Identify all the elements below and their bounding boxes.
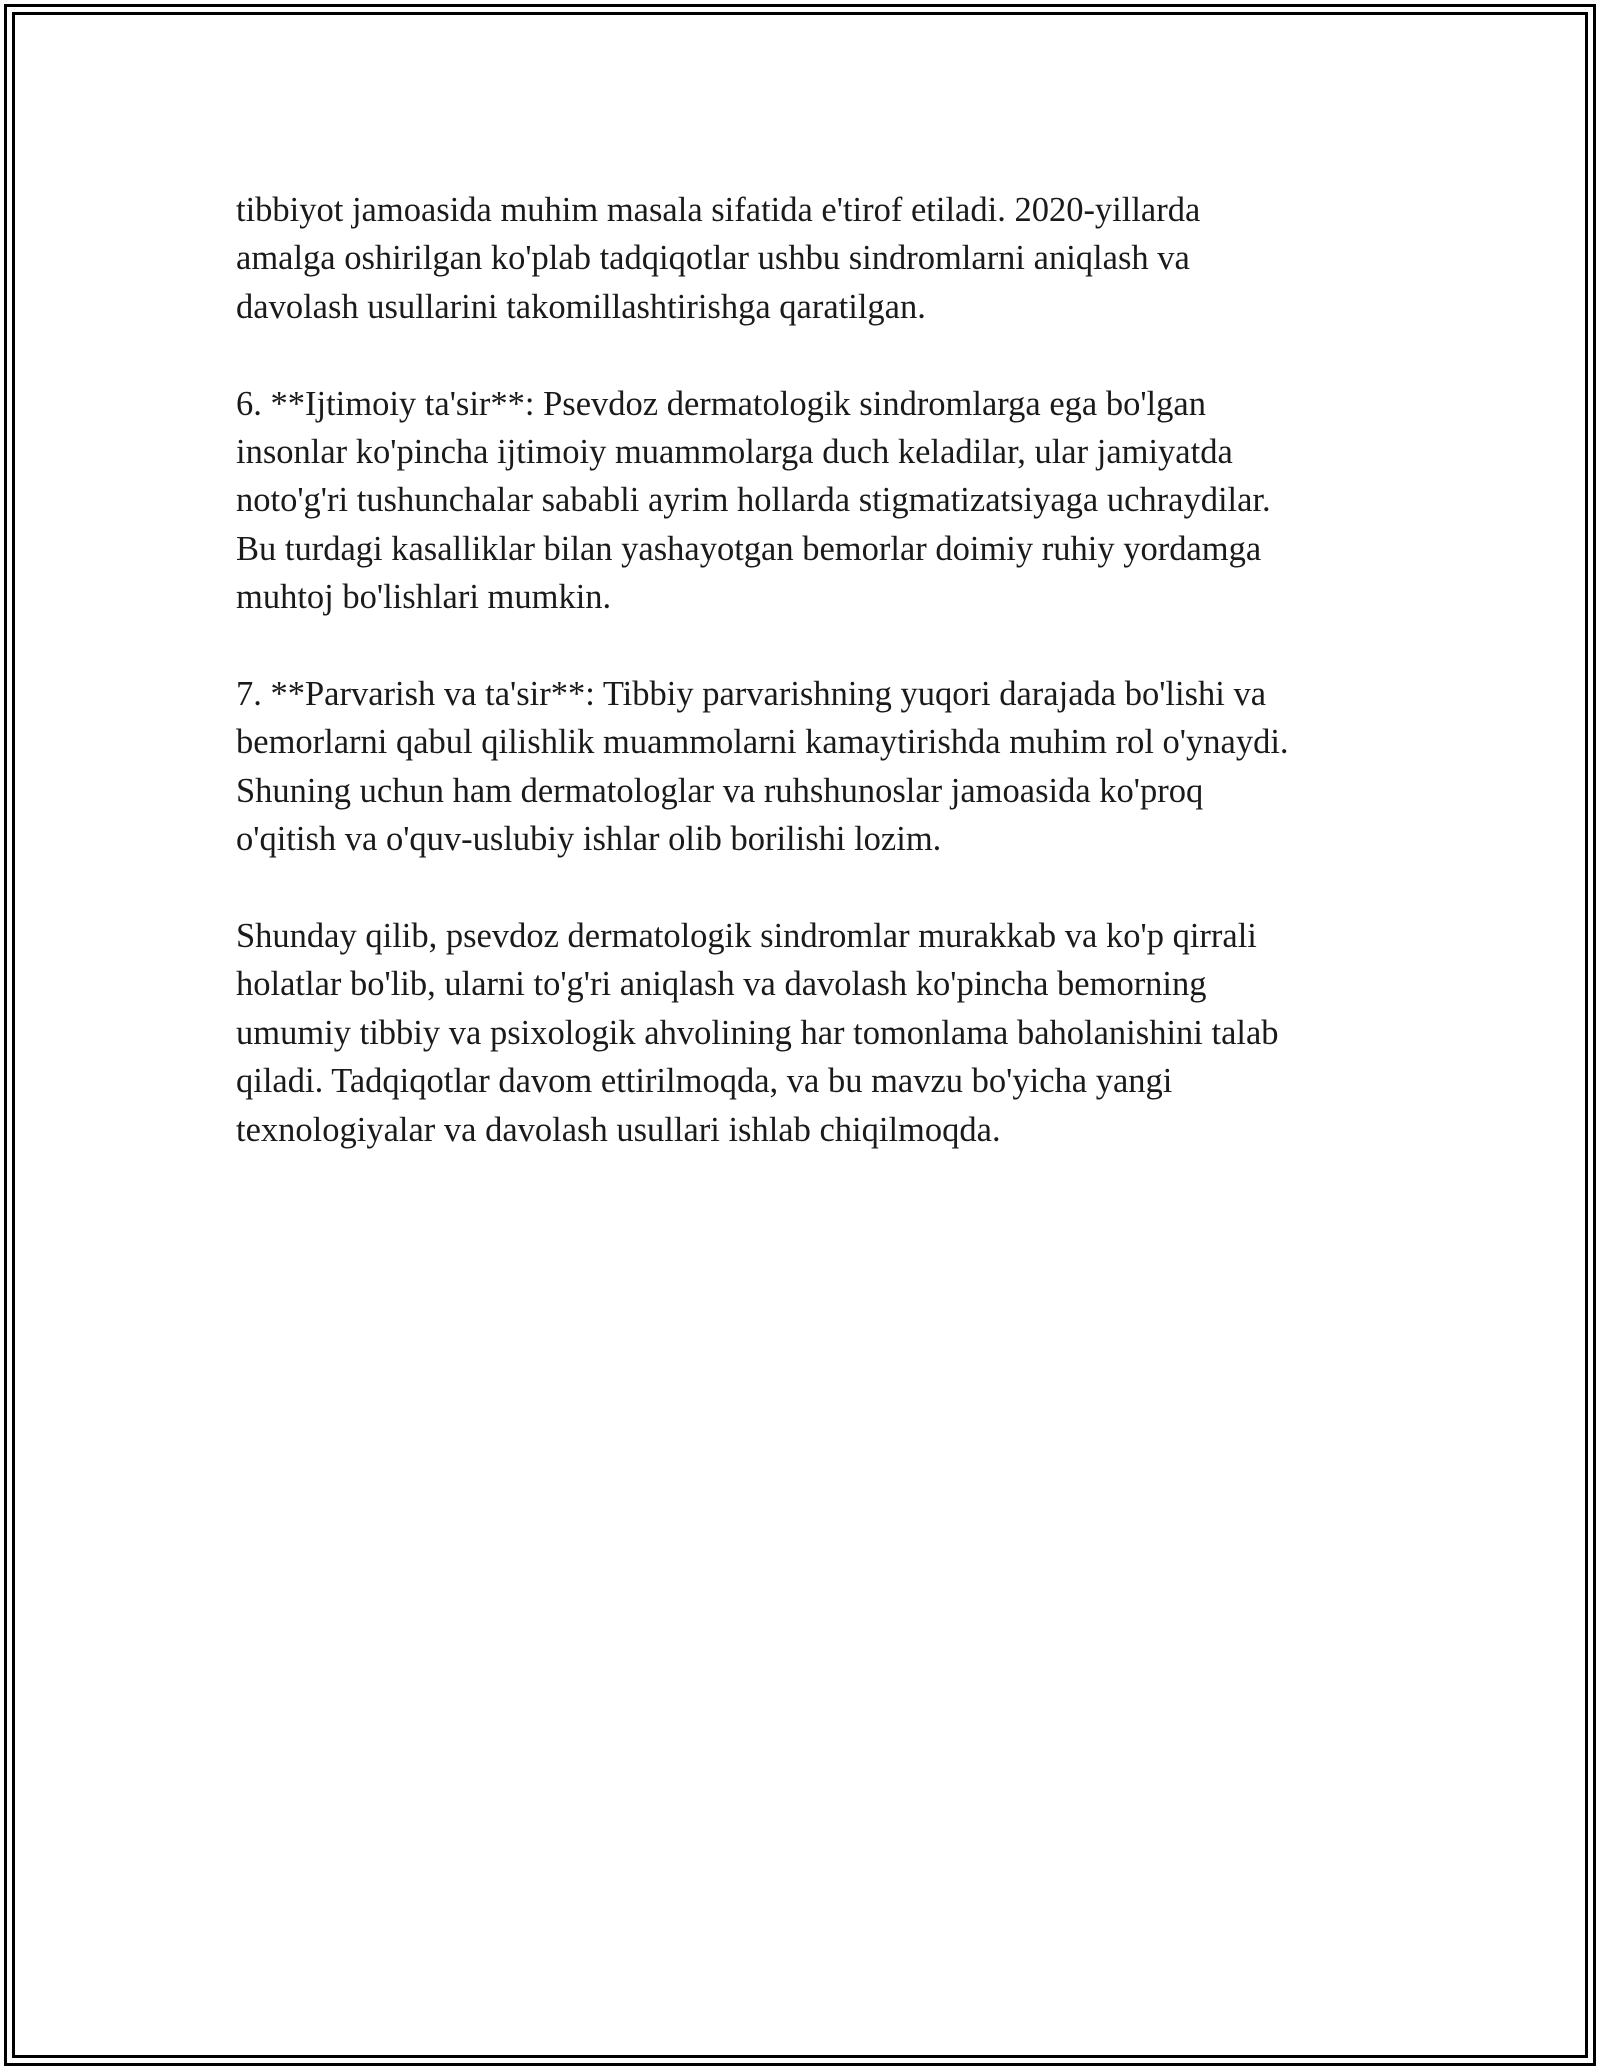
- text-line: 6. **Ijtimoiy ta'sir**: Psevdoz dermatologik sindromlarga ega bo'lgan: [236, 384, 1206, 423]
- text-line: bemorlarni qabul qilishlik muammolarni kamaytirishda muhim rol o'ynaydi.: [236, 723, 1289, 762]
- text-line: muhtoj bo'lishlari mumkin.: [236, 578, 612, 617]
- paragraph-intro-continuation: [236, 186, 1376, 331]
- text-line: qiladi. Tadqiqotlar davom ettirilmoqda, va bu mavzu bo'yicha yangi: [236, 1062, 1173, 1101]
- text-line: insonlar ko'pincha ijtimoiy muammolarga duch keladilar, ular jamiyatda: [236, 433, 1233, 472]
- text-line: Bu turdagi kasalliklar bilan yashayotgan bemorlar doimiy ruhiy yordamga: [236, 529, 1262, 568]
- text-line: umumiy tibbiy va psixologik ahvolining har tomonlama baholanishini talab: [236, 1013, 1279, 1052]
- text-line: 7. **Parvarish va ta'sir**: Tibbiy parvarishning yuqori darajada bo'lishi va: [236, 675, 1267, 714]
- text-line: Shunday qilib, psevdoz dermatologik sindromlar murakkab va ko'p qirrali: [236, 917, 1257, 956]
- paragraph-item-6-social-impact: [236, 380, 1376, 622]
- paragraph-item-7-care-impact: [236, 670, 1376, 864]
- text-line: amalga oshirilgan ko'plab tadqiqotlar ushbu sindromlarni aniqlash va: [236, 239, 1190, 278]
- text-line: Shuning uchun ham dermatologlar va ruhshunoslar jamoasida ko'proq: [236, 771, 1204, 810]
- text-line: o'qitish va o'quv-uslubiy ishlar olib borilishi lozim.: [236, 820, 942, 859]
- text-line: texnologiyalar va davolash usullari ishlab chiqilmoqda.: [236, 1110, 1001, 1149]
- text-line: noto'g'ri tushunchalar sababli ayrim hollarda stigmatizatsiyaga uchraydilar.: [236, 481, 1271, 520]
- document-body: [236, 186, 1376, 1202]
- text-line: tibbiyot jamoasida muhim masala sifatida e'tirof etiladi. 2020-yillarda: [236, 191, 1201, 229]
- paragraph-conclusion: [236, 912, 1376, 1154]
- text-line: holatlar bo'lib, ularni to'g'ri aniqlash va davolash ko'pincha bemorning: [236, 965, 1207, 1004]
- text-line: davolash usullarini takomillashtirishga qaratilgan.: [236, 287, 926, 326]
